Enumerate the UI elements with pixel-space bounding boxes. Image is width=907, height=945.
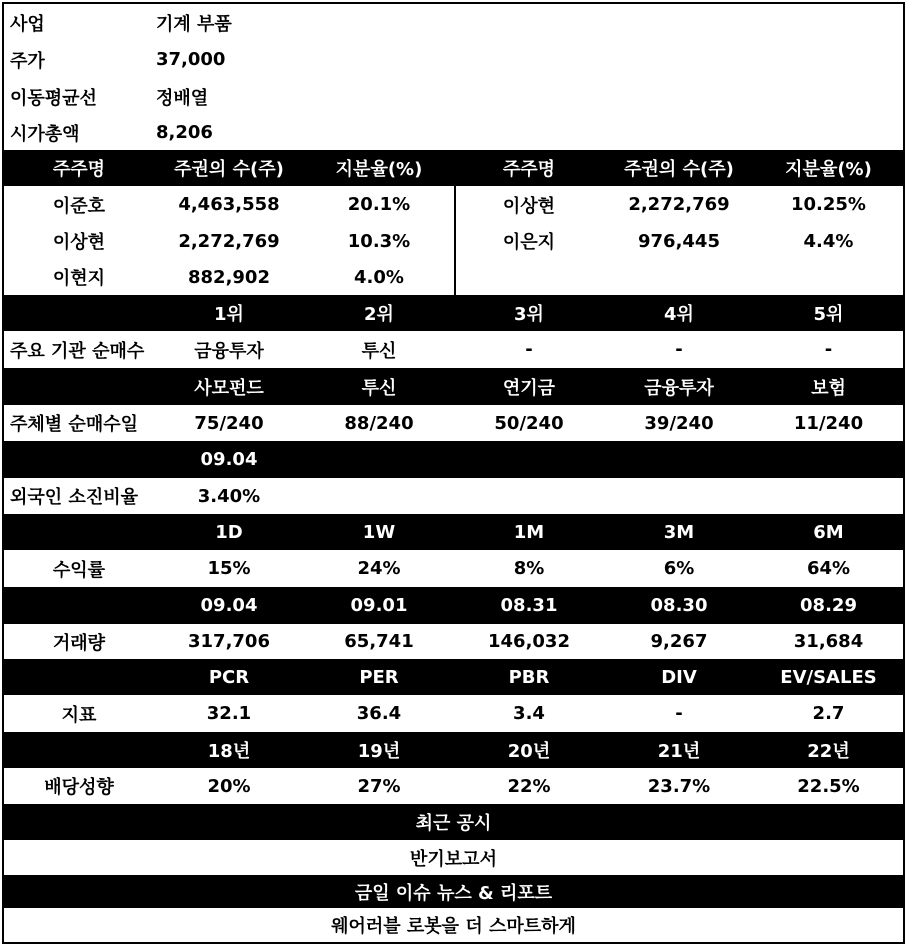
column-header: PBR [508, 666, 550, 688]
column-header: 1위 [214, 304, 244, 325]
column-header: 22년 [807, 741, 850, 762]
row-label: 주체별 순매수일 [10, 414, 138, 435]
table-cell: 3.40% [197, 485, 261, 507]
table-cell: 9,267 [650, 631, 708, 652]
column-header: 금융투자 [644, 377, 714, 399]
returns-row [4, 550, 903, 587]
table-cell: 금융투자 [194, 340, 264, 362]
table-cell: 36.4 [356, 703, 402, 724]
foreign-date-row [4, 441, 903, 478]
row-label: 지표 [61, 704, 97, 726]
table-cell: 2.7 [812, 703, 845, 724]
shareholder-shares: 4,463,558 [178, 194, 280, 215]
row-label: 주요 기관 순매수 [10, 340, 145, 362]
column-divider [454, 186, 456, 295]
row-label: 외국인 소진비율 [10, 487, 138, 508]
column-header: 20년 [507, 741, 551, 762]
news-row [4, 908, 903, 942]
summary-value: 37,000 [156, 49, 226, 70]
table-cell: 11/240 [793, 412, 864, 434]
table-cell: 39/240 [644, 412, 714, 434]
dividend-row [4, 768, 903, 804]
summary-label: 이동평균선 [10, 87, 97, 109]
volume-row [4, 624, 903, 659]
indicators-header-row [4, 659, 903, 695]
returns-header-row [4, 514, 903, 550]
column-header: 4위 [664, 304, 694, 325]
table-cell: 75/240 [194, 412, 264, 434]
column-header: 6M [813, 521, 844, 543]
indicators-row [4, 695, 903, 732]
column-header: PCR [208, 666, 250, 688]
column-header: 5위 [813, 304, 844, 325]
table-cell: 24% [357, 558, 401, 579]
column-header: 주주명 [52, 159, 106, 180]
table-cell: 31,684 [793, 631, 864, 652]
table-cell: 88/240 [344, 412, 414, 434]
table-cell: 50/240 [494, 412, 564, 434]
institution-net-buy-row [4, 331, 903, 368]
column-header: 주권의 수(주) [174, 159, 284, 180]
column-header: 19년 [357, 741, 401, 762]
table-cell: 146,032 [488, 631, 570, 652]
column-header: 사모펀드 [194, 377, 264, 399]
column-header: EV/SALES [780, 666, 877, 688]
table-cell: 27% [357, 775, 401, 797]
summary-label: 사업 [10, 13, 45, 35]
table-cell: 22% [507, 775, 551, 797]
summary-row-price [4, 41, 903, 78]
investor-type-header-row [4, 368, 903, 405]
column-header: DIV [661, 666, 697, 688]
news-item: 웨어러블 로봇을 더 스마트하게 [331, 916, 576, 937]
column-header: 08.31 [500, 595, 558, 616]
column-header: 1D [215, 521, 243, 543]
shareholder-header-row [4, 150, 903, 186]
column-header: 1W [362, 521, 396, 543]
row-label: 수익률 [52, 559, 106, 581]
table-cell: - [675, 703, 683, 724]
disclosure-item: 반기보고서 [410, 848, 497, 870]
dividend-year-header-row [4, 732, 903, 768]
column-header: 2위 [364, 304, 394, 325]
shareholder-pct: 4.4% [803, 230, 854, 252]
summary-label: 주가 [10, 50, 45, 72]
table-cell: 3.4 [513, 703, 545, 724]
column-header: 지분율(%) [335, 159, 423, 180]
column-header: 주권의 수(주) [624, 159, 734, 180]
table-cell: 23.7% [647, 775, 711, 797]
row-label: 거래량 [52, 632, 106, 654]
net-buy-days-row [4, 405, 903, 441]
shareholder-shares: 2,272,769 [628, 194, 730, 215]
shareholder-name: 이상현 [502, 195, 556, 217]
column-header: 3M [663, 521, 695, 543]
table-cell: 22.5% [797, 775, 860, 797]
column-header: 주주명 [502, 159, 556, 180]
summary-row-business [4, 4, 903, 41]
stock-summary-sheet [2, 2, 905, 944]
table-cell: 20% [207, 775, 251, 797]
table-cell: 8% [513, 558, 545, 579]
shareholder-shares: 976,445 [638, 230, 720, 252]
shareholder-shares: 882,902 [188, 266, 270, 288]
disclosure-header-row [4, 804, 903, 840]
summary-label: 시가총액 [10, 123, 80, 145]
shareholder-name: 이은지 [502, 232, 556, 253]
section-title: 금일 이슈 뉴스 & 리포트 [354, 883, 553, 904]
table-cell: 317,706 [188, 631, 270, 652]
column-header: 09.04 [200, 449, 258, 470]
row-label: 배당성향 [44, 777, 114, 798]
column-header: 21년 [657, 741, 701, 762]
table-cell: - [824, 339, 833, 360]
shareholder-name: 이준호 [52, 195, 106, 217]
column-header: 연기금 [502, 377, 556, 399]
summary-value: 8,206 [156, 122, 213, 143]
shareholder-pct: 10.3% [347, 230, 411, 252]
table-cell: 65,741 [344, 631, 414, 652]
table-cell: 64% [806, 558, 851, 579]
table-cell: 6% [663, 558, 695, 579]
column-header: 08.29 [800, 595, 857, 616]
news-header-row [4, 876, 903, 908]
column-header: 18년 [207, 741, 251, 762]
volume-date-header-row [4, 587, 903, 624]
summary-row-moving-average [4, 78, 903, 115]
summary-value: 정배열 [156, 87, 209, 109]
foreign-ratio-row [4, 478, 903, 514]
summary-value: 기계 부품 [156, 13, 232, 35]
shareholder-pct: 20.1% [347, 194, 411, 215]
disclosure-row [4, 840, 903, 875]
shareholder-name: 이상현 [52, 232, 106, 253]
section-title: 최근 공시 [415, 813, 492, 834]
column-header: 보험 [811, 377, 846, 399]
shareholder-shares: 2,272,769 [178, 230, 280, 252]
column-header: 1M [513, 521, 545, 543]
summary-row-market-cap [4, 115, 903, 150]
column-header: PER [359, 666, 399, 688]
table-cell: 투신 [361, 340, 397, 362]
table-cell: - [525, 339, 533, 360]
shareholder-pct: 10.25% [791, 194, 866, 215]
rank-header-row [4, 295, 903, 331]
column-header: 지분율(%) [785, 159, 872, 180]
table-cell: 15% [207, 558, 251, 579]
shareholder-pct: 4.0% [354, 266, 404, 288]
column-header: 3위 [514, 304, 544, 325]
shareholder-name: 이현지 [52, 268, 106, 289]
column-header: 09.04 [200, 595, 258, 616]
column-header: 투신 [361, 377, 397, 399]
table-cell: 32.1 [206, 703, 252, 724]
column-header: 09.01 [350, 595, 408, 616]
table-cell: - [675, 339, 683, 360]
column-header: 08.30 [650, 595, 708, 616]
